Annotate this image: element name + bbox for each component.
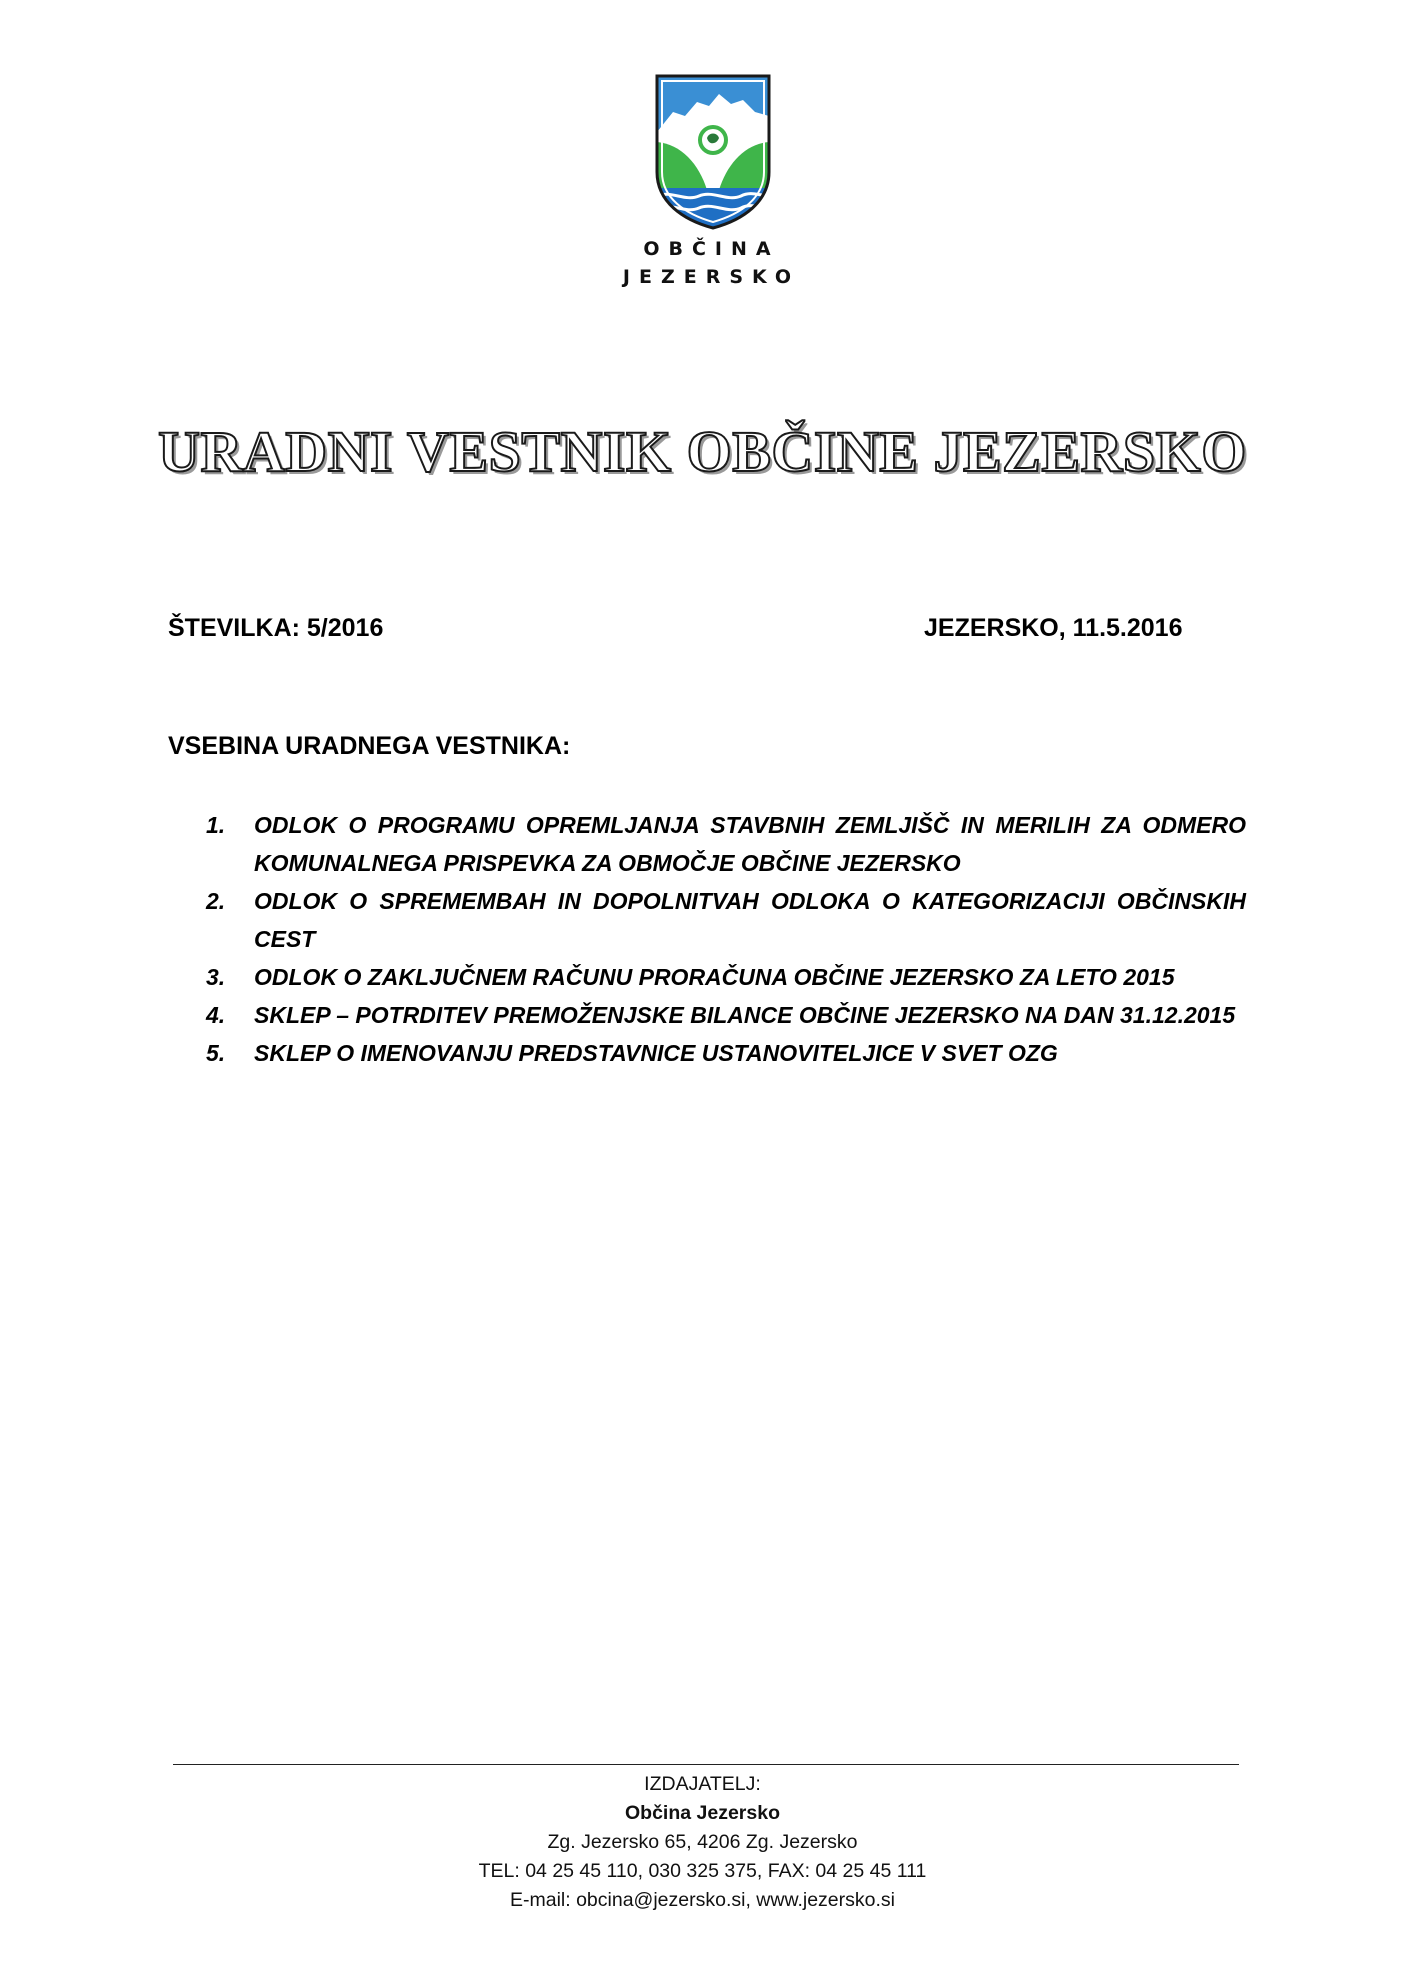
municipality-name-line1: OBČINA <box>643 238 780 260</box>
toc-item-number: 3. <box>206 964 226 990</box>
toc-item <box>206 1034 1246 1072</box>
publisher-address: Zg. Jezersko 65, 4206 Zg. Jezersko <box>547 1831 858 1853</box>
toc-item <box>206 996 1246 1034</box>
toc-item-number: 4. <box>206 1002 226 1028</box>
contents-heading: VSEBINA URADNEGA VESTNIKA: <box>168 732 571 760</box>
place-and-date: JEZERSKO, 11.5.2016 <box>924 614 1183 642</box>
toc-item <box>206 882 1246 958</box>
toc-item <box>206 806 1246 882</box>
publisher-name: Občina Jezersko <box>625 1802 780 1824</box>
publisher-phones: TEL: 04 25 45 110, 030 325 375, FAX: 04 25 45 111 <box>478 1860 927 1882</box>
toc-item-text: ODLOK O PROGRAMU OPREMLJANJA STAVBNIH ZEMLJIŠČ IN MERILIH ZA ODMERO KOMUNALNEGA PRISPEVKA ZA OBMOČJE OBČINE JEZERSKO <box>254 812 1246 876</box>
coat-of-arms-icon <box>651 72 775 232</box>
toc-item <box>206 958 1246 996</box>
municipality-name-line2: JEZERSKO <box>622 266 801 288</box>
toc-item-number: 5. <box>206 1040 226 1066</box>
publisher-footer <box>0 1770 1405 1915</box>
document-title: URADNI VESTNIK OBČINE JEZERSKO <box>158 419 1247 484</box>
toc-item-text: SKLEP – POTRDITEV PREMOŽENJSKE BILANCE OBČINE JEZERSKO NA DAN 31.12.2015 <box>254 1002 1236 1028</box>
publisher-contact: E-mail: obcina@jezersko.si, www.jezersko.si <box>510 1889 895 1911</box>
toc-item-text: ODLOK O ZAKLJUČNEM RAČUNU PRORAČUNA OBČINE JEZERSKO ZA LETO 2015 <box>254 964 1175 990</box>
table-of-contents <box>206 806 1246 1072</box>
toc-item-number: 1. <box>206 812 226 838</box>
issue-number: ŠTEVILKA: 5/2016 <box>168 614 384 642</box>
toc-item-text: SKLEP O IMENOVANJU PREDSTAVNICE USTANOVITELJICE V SVET OZG <box>254 1040 1058 1066</box>
publisher-label: IZDAJATELJ: <box>644 1773 761 1795</box>
footer-divider <box>173 1764 1239 1765</box>
toc-item-number: 2. <box>206 888 226 914</box>
toc-item-text: ODLOK O SPREMEMBAH IN DOPOLNITVAH ODLOKA O KATEGORIZACIJI OBČINSKIH CEST <box>254 888 1246 952</box>
